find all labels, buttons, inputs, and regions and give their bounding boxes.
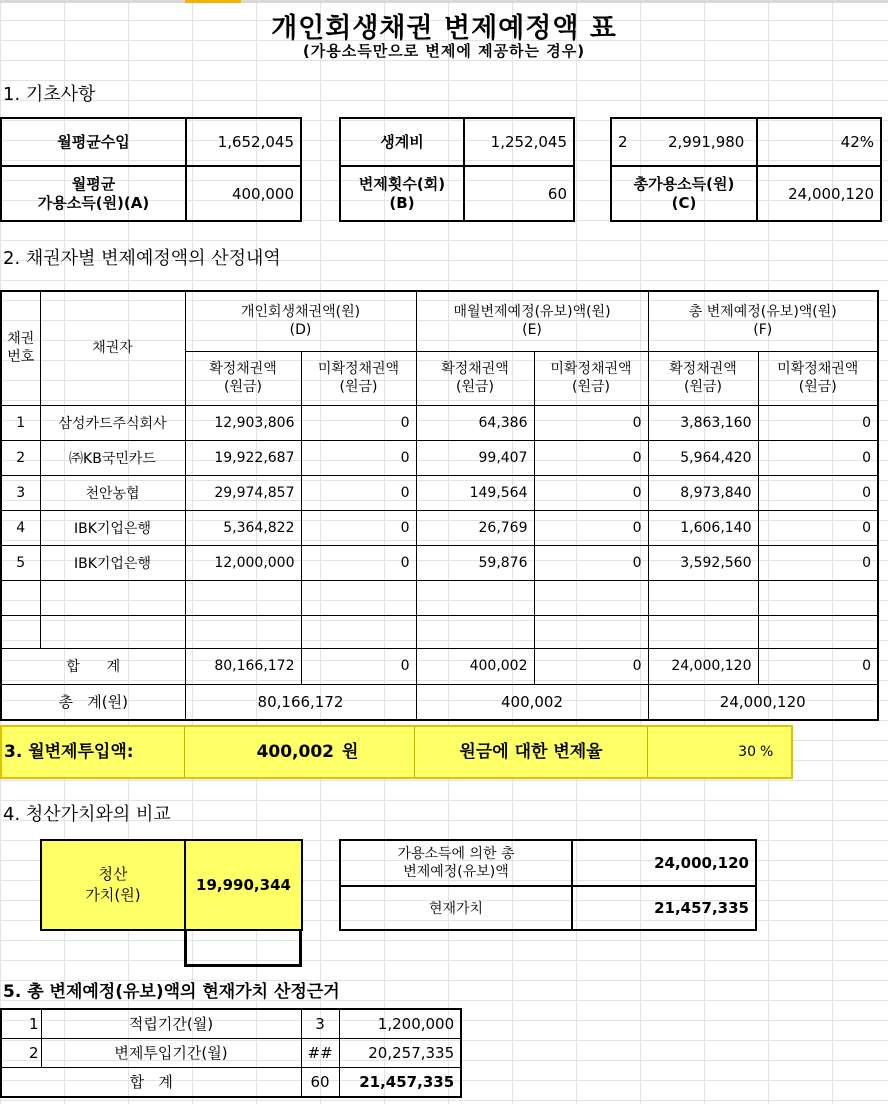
row-e-unconfirmed[interactable]: 0 [534,405,648,440]
subtotal-label: 합 계 [1,648,185,684]
misc-cell[interactable] [611,118,757,166]
empty-cell[interactable] [416,615,534,648]
empty-cell[interactable] [1,615,40,648]
row-f-confirmed[interactable]: 5,964,420 [648,440,758,475]
misc-number: 2 [618,133,628,151]
row-d-confirmed[interactable]: 29,974,857 [185,475,301,510]
total-disposable-value[interactable]: 24,000,120 [757,166,881,221]
row-f-confirmed[interactable]: 1,606,140 [648,510,758,545]
avg-disposable-label-line2: 가용소득(원)(A) [37,193,150,212]
empty-cell[interactable] [301,580,416,615]
subtotal-f-unconfirmed[interactable]: 0 [758,648,878,684]
divider [647,727,648,777]
row-d-unconfirmed[interactable]: 0 [301,440,416,475]
section-creditor-heading: 2. 채권자별 변제예정액의 산정내역 [3,248,281,269]
top-gridline [0,0,888,3]
subheader-d-confirmed-line1: 확정채권액 [209,361,277,377]
pv-row-amount[interactable]: 20,257,335 [339,1038,461,1067]
creditor-repayment-table [0,290,879,721]
subheader-e-unconfirmed [534,351,648,405]
empty-cell[interactable] [648,580,758,615]
row-d-unconfirmed[interactable]: 0 [301,510,416,545]
subheader-e-unconfirmed-line2: (원금) [572,379,610,395]
grand-total-d[interactable]: 80,166,172 [185,684,416,720]
subtotal-e-unconfirmed[interactable]: 0 [534,648,648,684]
living-cost-table [339,117,575,222]
pv-row-months[interactable]: ## [301,1038,339,1067]
repayment-ratio-label: 원금에 대한 변제율 [459,742,603,762]
group-header-f [648,291,878,351]
row-e-unconfirmed[interactable]: 0 [534,475,648,510]
pv-row-amount[interactable]: 1,200,000 [339,1009,461,1038]
subheader-d-confirmed-line2: (원금) [224,379,262,395]
row-d-unconfirmed[interactable]: 0 [301,475,416,510]
empty-cell[interactable] [1,580,40,615]
present-value-comparison-table [339,839,757,931]
comparison-present-label: 현재가치 [340,886,572,930]
row-creditor-name[interactable]: 삼성카드주식회사 [40,405,185,440]
subheader-e-confirmed-line1: 확정채권액 [441,361,509,377]
monthly-repayment-bar [0,725,793,779]
avg-disposable-value[interactable]: 400,000 [186,166,301,221]
pv-row-label[interactable]: 적립기간(월) [41,1009,301,1038]
empty-cell[interactable] [185,580,301,615]
subheader-f-confirmed-line2: (원금) [684,379,722,395]
monthly-repayment-value[interactable]: 400,002 [256,742,334,762]
group-header-e [416,291,648,351]
row-creditor-name[interactable]: IBK기업은행 [40,545,185,580]
section-liquidation-heading: 4. 청산가치와의 비교 [3,804,171,825]
repay-count-value[interactable]: 60 [464,166,574,221]
row-f-unconfirmed[interactable]: 0 [758,475,878,510]
row-d-confirmed[interactable]: 5,364,822 [185,510,301,545]
table-row [1,475,878,510]
liquidation-label-line2: 가치(원) [85,886,141,904]
row-number[interactable]: 1 [1,405,40,440]
subheader-e-unconfirmed-line1: 미확정채권액 [550,361,632,377]
total-disposable-label-line1: 총가용소득(원) [633,174,735,193]
group-header-f-line1: 총 변제예정(유보)액(원) [688,304,837,321]
empty-cell[interactable] [185,615,301,648]
row-creditor-name[interactable]: ㈜KB국민카드 [40,440,185,475]
pv-sum-months[interactable]: 60 [301,1067,339,1097]
row-f-unconfirmed[interactable]: 0 [758,440,878,475]
subtotal-e-confirmed[interactable]: 400,002 [416,648,534,684]
subheader-d-unconfirmed-line2: (원금) [339,379,378,395]
subheader-d-unconfirmed [301,351,416,405]
pv-row-number[interactable]: 1 [1,1009,41,1038]
row-d-confirmed[interactable]: 19,922,687 [185,440,301,475]
empty-cell[interactable] [758,615,878,648]
pv-row-months[interactable]: 3 [301,1009,339,1038]
row-e-unconfirmed[interactable]: 0 [534,510,648,545]
col-header-number-line1: 채권 [7,331,35,348]
row-f-confirmed[interactable]: 3,592,560 [648,545,758,580]
group-header-d-line1: 개인회생채권액(원) [240,304,361,321]
group-header-d [185,291,416,351]
row-d-confirmed[interactable]: 12,903,806 [185,405,301,440]
row-f-unconfirmed[interactable]: 0 [758,510,878,545]
empty-cell[interactable] [40,580,185,615]
row-number[interactable]: 4 [1,510,40,545]
repayment-ratio-unit: % [760,744,774,760]
repayment-ratio-value[interactable]: 30 [738,744,756,760]
repay-count-label-line1: 변제횟수(회) [358,174,446,193]
row-d-unconfirmed[interactable]: 0 [301,545,416,580]
subheader-d-unconfirmed-line1: 미확정채권액 [317,361,400,377]
monthly-income-label: 월평균수입 [1,118,186,166]
basic-income-table [0,117,302,222]
grand-total-f[interactable]: 24,000,120 [648,684,878,720]
row-e-confirmed[interactable]: 149,564 [416,475,534,510]
table-row [1,1009,461,1038]
subheader-e-confirmed-line2: (원금) [456,379,494,395]
row-d-unconfirmed[interactable]: 0 [301,405,416,440]
subtotal-d-confirmed[interactable]: 80,166,172 [185,648,301,684]
empty-row [1,580,878,615]
page-subtitle: (가용소득만으로 변제에 제공하는 경우) [302,42,586,60]
col-header-number [1,291,40,405]
empty-cell[interactable] [648,615,758,648]
pv-row-number[interactable]: 2 [1,1038,41,1067]
row-f-unconfirmed[interactable]: 0 [758,405,878,440]
present-value-basis-table [0,1008,462,1098]
page-title: 개인회생채권 변제예정액 표 [271,13,617,44]
liquidation-label-line1: 청산 [98,865,128,883]
subheader-f-confirmed-line1: 확정채권액 [669,361,737,377]
row-creditor-name[interactable]: 천안농협 [40,475,185,510]
col-header-creditor: 채권자 [40,291,185,405]
pv-row-label[interactable]: 변제투입기간(월) [41,1038,301,1067]
comparison-total-label [340,840,572,886]
living-cost-label: 생계비 [340,118,464,166]
divider [184,727,185,777]
row-e-confirmed[interactable]: 59,876 [416,545,534,580]
total-disposable-table [610,117,882,222]
monthly-repayment-label: 3. 월변제투입액: [4,742,134,762]
subtotal-row [1,648,878,684]
group-header-e-line1: 매월변제예정(유보)액(원) [453,304,611,321]
total-disposable-label-line2: (C) [671,193,697,212]
row-f-confirmed[interactable]: 3,863,160 [648,405,758,440]
total-disposable-label [611,166,757,221]
row-d-confirmed[interactable]: 12,000,000 [185,545,301,580]
col-header-number-line2: 번호 [7,349,35,366]
subheader-e-confirmed [416,351,534,405]
liquidation-value[interactable]: 19,990,344 [185,840,302,930]
grand-total-row [1,684,878,720]
row-f-unconfirmed[interactable]: 0 [758,545,878,580]
comparison-total-label-line1: 가용소득에 의한 총 [397,846,515,862]
liquidation-bracket [184,929,302,967]
row-e-confirmed[interactable]: 99,407 [416,440,534,475]
empty-cell[interactable] [416,580,534,615]
monthly-repayment-unit: 원 [342,742,359,762]
empty-row [1,615,878,648]
repay-count-label-line2: (B) [389,193,415,212]
table-row [1,510,878,545]
section-basic-heading: 1. 기초사항 [3,84,96,105]
liquidation-value-table [40,839,303,931]
table-row [1,1038,461,1067]
avg-disposable-label [1,166,186,221]
living-cost-value[interactable]: 1,252,045 [464,118,574,166]
row-number[interactable]: 2 [1,440,40,475]
grand-total-e[interactable]: 400,002 [416,684,648,720]
empty-cell[interactable] [534,615,648,648]
row-f-confirmed[interactable]: 8,973,840 [648,475,758,510]
monthly-income-value[interactable]: 1,652,045 [186,118,301,166]
group-header-d-line2: (D) [289,322,312,339]
row-e-confirmed[interactable]: 64,386 [416,405,534,440]
table-row [1,440,878,475]
table-row [1,545,878,580]
misc-percent[interactable]: 42% [757,118,881,166]
row-e-unconfirmed[interactable]: 0 [534,545,648,580]
liquidation-label [41,840,185,930]
subtotal-d-unconfirmed[interactable]: 0 [301,648,416,684]
subheader-d-confirmed [185,351,301,405]
grand-total-label: 총 계(원) [1,684,185,720]
pv-sum-label: 합 계 [1,1067,301,1097]
subheader-f-confirmed [648,351,758,405]
empty-cell[interactable] [40,615,185,648]
comparison-present-value[interactable]: 21,457,335 [572,886,756,930]
section-present-value-heading: 5. 총 변제예정(유보)액의 현재가치 산정근거 [3,982,340,1002]
table-row [1,405,878,440]
group-header-e-line2: (E) [522,322,542,339]
subheader-f-unconfirmed-line1: 미확정채권액 [777,361,859,377]
subheader-f-unconfirmed [758,351,878,405]
subtotal-f-confirmed[interactable]: 24,000,120 [648,648,758,684]
avg-disposable-label-line1: 월평균 [71,174,116,193]
row-creditor-name[interactable]: IBK기업은행 [40,510,185,545]
pv-sum-amount[interactable]: 21,457,335 [339,1067,461,1097]
row-number[interactable]: 3 [1,475,40,510]
row-e-confirmed[interactable]: 26,769 [416,510,534,545]
comparison-total-value[interactable]: 24,000,120 [572,840,756,886]
empty-cell[interactable] [534,580,648,615]
row-number[interactable]: 5 [1,545,40,580]
pv-sum-row [1,1067,461,1097]
comparison-total-label-line2: 변제예정(유보)액 [403,864,509,880]
selected-cell-marker [185,0,241,3]
empty-cell[interactable] [301,615,416,648]
repay-count-label [340,166,464,221]
subheader-f-unconfirmed-line2: (원금) [798,379,837,395]
group-header-f-line2: (F) [753,322,773,339]
misc-amount: 2,991,980 [667,133,745,151]
empty-cell[interactable] [758,580,878,615]
row-e-unconfirmed[interactable]: 0 [534,440,648,475]
